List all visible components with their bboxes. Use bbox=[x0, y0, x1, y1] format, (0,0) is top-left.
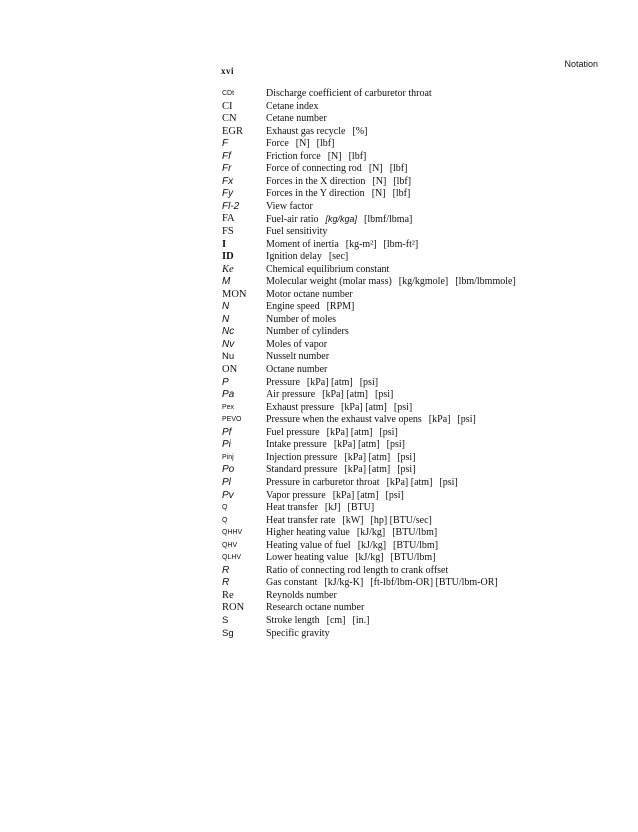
notation-description-text: Motor octane number bbox=[266, 288, 353, 300]
notation-unit: [hp] [BTU/sec] bbox=[370, 514, 432, 526]
notation-unit: [kW] bbox=[342, 514, 364, 526]
notation-row bbox=[222, 339, 622, 352]
notation-row bbox=[222, 515, 622, 528]
notation-row bbox=[222, 615, 622, 628]
notation-row bbox=[222, 389, 622, 402]
notation-row bbox=[222, 239, 622, 252]
notation-description bbox=[266, 314, 336, 327]
notation-unit: [kPa] [atm] bbox=[344, 464, 391, 476]
notation-description-text: Ignition delay bbox=[266, 251, 322, 263]
notation-description-text: Pressure when the exhaust valve opens bbox=[266, 414, 422, 426]
notation-unit: [lbf] bbox=[389, 163, 408, 175]
notation-row bbox=[222, 88, 622, 101]
notation-row bbox=[222, 314, 622, 327]
notation-description bbox=[266, 226, 327, 239]
notation-description bbox=[266, 577, 498, 590]
notation-unit: [kPa] [atm] bbox=[386, 476, 433, 488]
notation-symbol: RON bbox=[222, 602, 245, 614]
notation-description-text: Engine speed bbox=[266, 301, 320, 313]
notation-unit: [kJ/kg] bbox=[355, 552, 384, 564]
notation-description-text: Discharge coefficient of carburetor throat bbox=[266, 88, 432, 99]
notation-symbol: Pa bbox=[222, 389, 235, 401]
notation-row bbox=[222, 602, 622, 615]
notation-description-text: Number of moles bbox=[266, 313, 336, 325]
notation-description bbox=[266, 502, 374, 515]
notation-description bbox=[266, 515, 432, 528]
notation-unit: [BTU] bbox=[347, 502, 375, 514]
notation-description-text: Number of cylinders bbox=[266, 326, 349, 338]
notation-unit: [psi] bbox=[385, 489, 404, 501]
notation-row bbox=[222, 251, 622, 264]
notation-symbol: EGR bbox=[222, 125, 243, 137]
running-header-section: Notation bbox=[564, 59, 598, 69]
notation-unit: [psi] bbox=[397, 464, 416, 476]
notation-description bbox=[266, 339, 327, 352]
notation-description bbox=[266, 552, 436, 565]
notation-symbol: Po bbox=[222, 464, 235, 476]
notation-unit: [psi] bbox=[359, 376, 379, 388]
notation-description-text: Force bbox=[266, 138, 289, 150]
notation-row bbox=[222, 163, 622, 176]
notation-description-text: Moles of vapor bbox=[266, 338, 328, 350]
notation-row bbox=[222, 326, 622, 339]
notation-unit: [kPa] [atm] bbox=[326, 426, 373, 438]
notation-description-text: Higher heating value bbox=[266, 527, 350, 539]
notation-row bbox=[222, 364, 622, 377]
notation-row bbox=[222, 427, 622, 440]
notation-unit: [kg-m²] bbox=[345, 238, 377, 250]
notation-description-text: Force of connecting rod bbox=[266, 163, 362, 175]
notation-unit: [lbmf/lbma] bbox=[364, 214, 413, 226]
notation-unit: [psi] bbox=[386, 439, 405, 451]
notation-row bbox=[222, 577, 622, 590]
notation-description-text: View factor bbox=[266, 200, 313, 212]
notation-unit: [RPM] bbox=[326, 301, 355, 313]
notation-description-text: Exhaust gas recycle bbox=[266, 125, 346, 137]
notation-symbol: Ff bbox=[222, 150, 231, 162]
notation-row bbox=[222, 101, 622, 114]
notation-symbol: PEVO bbox=[222, 416, 242, 424]
notation-row bbox=[222, 126, 622, 139]
notation-unit: [lbf] bbox=[393, 175, 412, 187]
notation-description bbox=[266, 126, 367, 139]
notation-description-text: Octane number bbox=[266, 364, 328, 376]
notation-description-text: Fuel pressure bbox=[266, 426, 320, 438]
notation-description-text: Stroke length bbox=[266, 614, 320, 626]
notation-symbol: R bbox=[222, 577, 230, 589]
notation-description-text: Fuel sensitivity bbox=[266, 226, 328, 238]
notation-description-text: Exhaust pressure bbox=[266, 401, 335, 413]
notation-description bbox=[266, 490, 404, 503]
notation-description-text: Standard pressure bbox=[266, 464, 338, 476]
notation-unit: [lbf] bbox=[316, 138, 335, 150]
notation-description-text: Pressure in carburetor throat bbox=[266, 476, 380, 488]
notation-description bbox=[266, 364, 327, 377]
notation-description bbox=[266, 251, 348, 264]
notation-unit: [kPa] [atm] bbox=[306, 376, 353, 388]
notation-unit: [kPa] [atm] bbox=[322, 389, 368, 401]
notation-unit: [kg/kgmole] bbox=[398, 276, 449, 288]
notation-row bbox=[222, 276, 622, 289]
notation-description bbox=[266, 326, 349, 339]
notation-unit: [psi] bbox=[457, 414, 476, 426]
notation-description bbox=[266, 464, 416, 477]
notation-symbol: Re bbox=[222, 589, 234, 601]
notation-row bbox=[222, 590, 622, 603]
notation-row bbox=[222, 552, 622, 565]
notation-row bbox=[222, 138, 622, 151]
notation-description bbox=[266, 590, 337, 603]
notation-description bbox=[266, 389, 393, 402]
notation-description bbox=[266, 101, 318, 114]
notation-unit: [N] bbox=[327, 150, 342, 162]
notation-description bbox=[266, 113, 327, 126]
notation-description-text: Reynolds number bbox=[266, 589, 337, 601]
notation-row bbox=[222, 201, 622, 214]
notation-description bbox=[266, 239, 418, 252]
notation-description bbox=[266, 301, 354, 314]
notation-unit: [lbf] bbox=[348, 150, 367, 162]
notation-unit: [psi] bbox=[393, 401, 413, 413]
notation-description-text: Air pressure bbox=[266, 389, 316, 401]
notation-row bbox=[222, 490, 622, 503]
notation-description bbox=[266, 565, 448, 578]
notation-description-text: Gas constant bbox=[266, 577, 318, 589]
notation-symbol: Pi bbox=[222, 439, 231, 451]
notation-unit: [lbm-ft²] bbox=[383, 238, 419, 250]
notation-symbol: QHV bbox=[222, 541, 238, 549]
notation-description bbox=[266, 176, 411, 189]
notation-description bbox=[266, 88, 432, 101]
notation-row bbox=[222, 527, 622, 540]
notation-description-text: Research octane number bbox=[266, 602, 365, 614]
notation-row bbox=[222, 540, 622, 553]
notation-row bbox=[222, 502, 622, 515]
notation-symbol: ON bbox=[222, 364, 238, 376]
notation-row bbox=[222, 226, 622, 239]
notation-symbol: R bbox=[222, 564, 230, 576]
notation-description bbox=[266, 276, 516, 289]
notation-unit: [kPa] [atm] bbox=[344, 451, 391, 463]
notation-description-text: Friction force bbox=[266, 150, 321, 162]
notation-unit: [kPa] bbox=[428, 414, 451, 426]
notation-unit: [kPa] [atm] bbox=[333, 439, 380, 451]
notation-unit: [psi] bbox=[439, 476, 458, 488]
notation-symbol: MON bbox=[222, 288, 247, 300]
notation-symbol: S bbox=[222, 614, 229, 626]
notation-symbol: Fx bbox=[222, 175, 234, 187]
notation-description-text: Intake pressure bbox=[266, 439, 327, 451]
notation-description-text: Ratio of connecting rod length to crank offset bbox=[266, 564, 449, 576]
notation-description bbox=[266, 151, 366, 164]
notation-unit: [%] bbox=[352, 125, 368, 137]
notation-unit: [psi] bbox=[379, 426, 398, 438]
notation-unit: [cm] bbox=[326, 614, 346, 626]
notation-row bbox=[222, 289, 622, 302]
notation-unit: [kJ/kg] bbox=[356, 527, 386, 539]
notation-symbol: Q bbox=[222, 504, 228, 512]
notation-symbol: FA bbox=[222, 213, 235, 225]
notation-description bbox=[266, 377, 378, 390]
notation-unit: [kJ] bbox=[324, 502, 341, 514]
notation-list bbox=[222, 88, 622, 640]
notation-description bbox=[266, 452, 416, 465]
notation-row bbox=[222, 151, 622, 164]
notation-row bbox=[222, 464, 622, 477]
notation-symbol: Nv bbox=[222, 338, 235, 350]
notation-symbol: I bbox=[222, 238, 227, 250]
notation-symbol: M bbox=[222, 276, 231, 288]
notation-row bbox=[222, 402, 622, 415]
notation-unit: [kJ/kg-K] bbox=[324, 577, 364, 589]
notation-symbol: ID bbox=[222, 251, 234, 263]
page-number: xvi bbox=[221, 66, 235, 76]
notation-unit: [N] bbox=[372, 175, 387, 187]
notation-description bbox=[266, 414, 476, 427]
notation-description bbox=[266, 264, 389, 277]
notation-symbol: Sg bbox=[222, 627, 234, 639]
notation-unit: [kPa] [atm] bbox=[332, 489, 379, 501]
notation-symbol: Q bbox=[222, 516, 228, 524]
notation-description-text: Heat transfer bbox=[266, 502, 318, 514]
notation-unit: [psi] bbox=[397, 451, 416, 463]
notation-description bbox=[266, 213, 412, 227]
notation-row bbox=[222, 213, 622, 226]
notation-symbol: Pv bbox=[222, 489, 234, 501]
notation-description bbox=[266, 402, 412, 415]
notation-unit: [kg/kga] bbox=[325, 214, 358, 225]
notation-unit: [BTU/lbm] bbox=[392, 527, 438, 539]
notation-unit: [lbm/lbmmole] bbox=[455, 276, 516, 288]
notation-symbol: P bbox=[222, 376, 229, 388]
notation-row bbox=[222, 377, 622, 390]
notation-symbol: Nu bbox=[222, 351, 235, 363]
notation-unit: [lbf] bbox=[392, 188, 411, 200]
notation-row bbox=[222, 176, 622, 189]
notation-description-text: Pressure bbox=[266, 376, 300, 388]
notation-row bbox=[222, 477, 622, 490]
notation-row bbox=[222, 414, 622, 427]
notation-symbol: FS bbox=[222, 226, 234, 238]
notation-description bbox=[266, 188, 410, 201]
notation-description-text: Fuel-air ratio bbox=[266, 214, 319, 226]
notation-description bbox=[266, 615, 369, 628]
notation-description-text: Cetane number bbox=[266, 113, 327, 125]
notation-description bbox=[266, 527, 437, 540]
notation-symbol: Fy bbox=[222, 188, 234, 200]
notation-unit: [psi] bbox=[374, 389, 394, 401]
notation-unit: [in.] bbox=[352, 614, 370, 626]
notation-description bbox=[266, 628, 330, 641]
notation-description bbox=[266, 439, 405, 452]
notation-description bbox=[266, 477, 458, 490]
notation-symbol: CI bbox=[222, 100, 233, 112]
notation-symbol: Nc bbox=[222, 326, 235, 338]
notation-row bbox=[222, 113, 622, 126]
notation-description-text: Heating value of fuel bbox=[266, 539, 351, 551]
notation-description-text: Chemical equilibrium constant bbox=[266, 263, 390, 275]
notation-description-text: Molecular weight (molar mass) bbox=[266, 276, 392, 288]
notation-description-text: Forces in the X direction bbox=[266, 175, 366, 187]
notation-description bbox=[266, 201, 313, 214]
notation-row bbox=[222, 264, 622, 277]
notation-symbol: Fr bbox=[222, 163, 232, 175]
notation-symbol: Ke bbox=[222, 263, 234, 275]
notation-description-text: Nusselt number bbox=[266, 351, 330, 363]
notation-row bbox=[222, 188, 622, 201]
notation-description bbox=[266, 602, 364, 615]
notation-description-text: Heat transfer rate bbox=[266, 514, 336, 526]
notation-description-text: Specific gravity bbox=[266, 627, 330, 639]
notation-description-text: Moment of inertia bbox=[266, 238, 339, 250]
notation-row bbox=[222, 301, 622, 314]
notation-description bbox=[266, 289, 353, 302]
notation-symbol: N bbox=[222, 301, 230, 313]
notation-description bbox=[266, 163, 407, 176]
notation-description-text: Vapor pressure bbox=[266, 489, 326, 501]
notation-symbol: Pinj bbox=[222, 453, 234, 461]
notation-symbol: CN bbox=[222, 113, 237, 125]
notation-unit: [kJ/kg] bbox=[357, 539, 387, 551]
notation-description bbox=[266, 138, 334, 151]
notation-unit: [BTU/lbm] bbox=[390, 552, 436, 564]
notation-description-text: Injection pressure bbox=[266, 451, 338, 463]
notation-symbol: Pex bbox=[222, 403, 235, 411]
notation-unit: [N] bbox=[371, 188, 386, 200]
notation-row bbox=[222, 628, 622, 641]
notation-symbol: F bbox=[222, 138, 229, 150]
notation-symbol: CDt bbox=[222, 90, 235, 97]
notation-description-text: Lower heating value bbox=[266, 552, 349, 564]
notation-unit: [sec] bbox=[328, 251, 349, 263]
notation-symbol: QLHV bbox=[222, 554, 242, 562]
notation-description bbox=[266, 351, 329, 364]
notation-row bbox=[222, 565, 622, 578]
notation-row bbox=[222, 351, 622, 364]
notation-symbol: Pf bbox=[222, 426, 232, 438]
notation-unit: [BTU/lbm] bbox=[393, 539, 439, 551]
notation-symbol: N bbox=[222, 313, 230, 325]
notation-unit: [N] bbox=[368, 163, 383, 175]
notation-unit: [kPa] [atm] bbox=[341, 401, 387, 413]
notation-description-text: Cetane index bbox=[266, 100, 319, 112]
notation-unit: [N] bbox=[295, 138, 310, 150]
notation-row bbox=[222, 439, 622, 452]
notation-row bbox=[222, 452, 622, 465]
notation-symbol: Fl-2 bbox=[222, 200, 240, 212]
notation-description bbox=[266, 427, 398, 440]
notation-unit: [ft-lbf/lbm-OR] [BTU/lbm-OR] bbox=[370, 577, 498, 589]
notation-description bbox=[266, 540, 438, 553]
notation-symbol: Pl bbox=[222, 476, 231, 488]
notation-symbol: QHHV bbox=[222, 529, 243, 537]
notation-description-text: Forces in the Y direction bbox=[266, 188, 365, 200]
